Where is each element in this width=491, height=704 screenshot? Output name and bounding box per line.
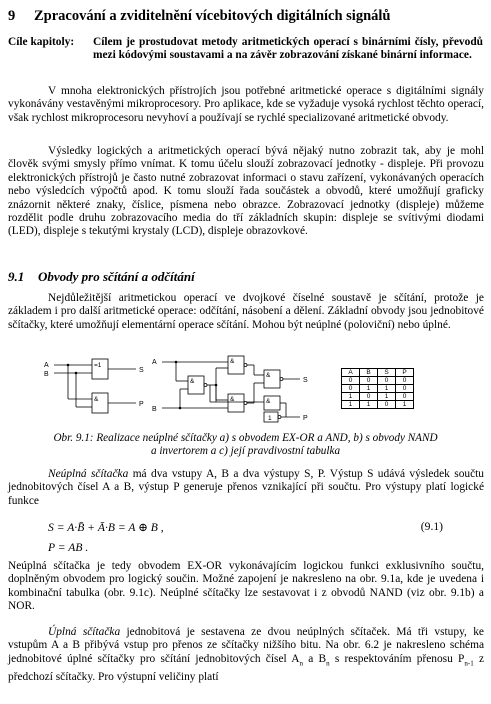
paragraph-exor: Neúplná sčítačka je tedy obvodem EX-OR vykonávajícím logickou funkci exklusivního součtu, doplněným obvodem pro logický součin. Možné zapojení je nakresleno na obr. 9.1a, kde je uvedena i kombinační tabulka (obr. 9.1c). Neúplné sčítačky lze sestavovat i z obvodů NAND (viz obr. 9.1b) a NOR. <box>8 560 484 613</box>
chapter-title: Zpracování a zviditelnění vícebitových digitálních signálů <box>34 8 391 24</box>
circuit-a-output-p: P <box>139 401 144 408</box>
truth-table-header: A B S P <box>342 369 414 377</box>
equation-sum: S = A·B̄ + Ā·B = A ⊕ B , <box>48 521 164 534</box>
chapter-number: 9 <box>8 8 16 24</box>
truth-table-row: 0 0 0 0 <box>342 377 414 385</box>
circuit-a-input-b: B <box>44 371 49 378</box>
circuit-a-output-s: S <box>139 367 144 374</box>
circuit-b-output-p: P <box>303 415 308 422</box>
half-adder-term: Neúplná sčítačka <box>48 468 129 480</box>
section-title: Obvody pro sčítání a odčítání <box>38 269 195 284</box>
truth-table <box>341 368 414 409</box>
truth-table-row: 0 1 1 0 <box>342 385 414 393</box>
paragraph-displays: Výsledky logických a aritmetických operací bývá nějaký nutno zobrazit tak, aby je mohl člověk svými smysly přímo vnímat. K tomu účelu slouží zobrazovací jednotky - displeje. Při provozu elektronických přístrojů je často nutné zobrazovat informaci o stavu zařízení, vykonávaných operacích nebo výsledcích výpočtů apod. K tomu slouží řada součástek a obvodů, které umožňují graficky znázornit některé znaky, číslice, písmena nebo obrazce. Zobrazovací jednotky (displeje) můžeme rozdělit podle druhu zobrazovacího media do tří základních skupin: displeje se svítivými diodami (LED), displeje s tekutými krystaly (LCD), displeje obrazovkové. <box>8 145 484 238</box>
circuit-a-input-a: A <box>44 362 49 369</box>
figure-caption-line1: Obr. 9.1: Realizace neúplné sčítačky a) s obvodem EX-OR a AND, b) s obvody NAND <box>53 432 438 444</box>
paragraph-adders-intro: Nejdůležitější aritmetickou operací ve dvojkové číselné soustavě je sčítání, protože je základem i pro další aritmetické operace: odčítání, násobení a dělení. Základní obvody jsou jednobitové sčítačky, které umožňují elementární operace sčítání. Mohou být neúplné (poloviční) nebo úplné. <box>8 292 484 331</box>
chapter-heading <box>8 8 391 25</box>
section-number: 9.1 <box>8 269 25 284</box>
chapter-goal-label: Cíle kapitoly: <box>8 36 75 48</box>
truth-table-row: 1 0 1 0 <box>342 393 414 401</box>
paragraph-half-adder: Neúplná sčítačka má dva vstupy A, B a dva výstupy S, P. Výstup S udává výsledek součtu jednobitových čísel A a B, výstup P generuje přenos vznikající při součtu. Pro výstupy platí logické funkce <box>8 468 484 507</box>
paragraph-full-adder: Úplná sčítačka jednobitová je sestavena ze dvou neúplných sčítaček. Má tři vstupy, ke vstupům A a B přibývá vstup pro přenos ze sčítačky nižšího bitu. Na obr. 6.2 je nakresleno schéma jednobitové úplné sčítačky pro sčítání jednobitových čísel $A_n$ a $B_n$ s respektováním přenosu $P_{n-1}$ z předchozí sčítačky. Pro výstupní veličiny platí <box>8 626 484 683</box>
circuit-b-inverter: 1 <box>268 415 272 422</box>
chapter-goal-text: Cílem je prostudovat metody aritmetických operací s binárními čísly, převodů mezi kódovými soustavami a na závěr zobrazování získané binární informace. <box>93 36 483 61</box>
circuit-b-gate-3: & <box>230 396 235 403</box>
full-adder-term: Úplná sčítačka <box>48 626 121 638</box>
section-heading <box>8 269 195 285</box>
equation-number: (9.1) <box>420 520 443 533</box>
figure-caption-line2: a invertorem a c) její pravdivostní tabulka <box>150 445 341 457</box>
circuit-b-gate-5: & <box>266 398 271 405</box>
circuit-b-gate-1: & <box>190 378 195 385</box>
circuit-b-input-a: A <box>152 359 157 366</box>
circuit-b-diagram <box>150 352 325 424</box>
truth-table-row: 1 1 0 1 <box>342 401 414 409</box>
equation-carry: P = AB . <box>48 541 89 554</box>
circuit-b-gate-2: & <box>230 358 235 365</box>
circuit-a-gate-and: & <box>94 396 99 403</box>
circuit-b-output-s: S <box>303 377 308 384</box>
circuit-b-input-b: B <box>152 406 157 413</box>
circuit-a-diagram <box>40 355 150 419</box>
circuit-b-gate-4: & <box>266 372 271 379</box>
circuit-a-gate-xor: =1 <box>94 362 102 369</box>
paragraph-intro: V mnoha elektronických přístrojích jsou potřebné aritmetické operace s digitálními signály vykonávány vestavěnými mikroprocesory. Pro aplikace, kde se vyžaduje vysoká rychlost těchto operací, však rychlost mikroprocesoru nevyhoví a používají se rychlé specializované aritmetické obvody. <box>8 85 484 124</box>
